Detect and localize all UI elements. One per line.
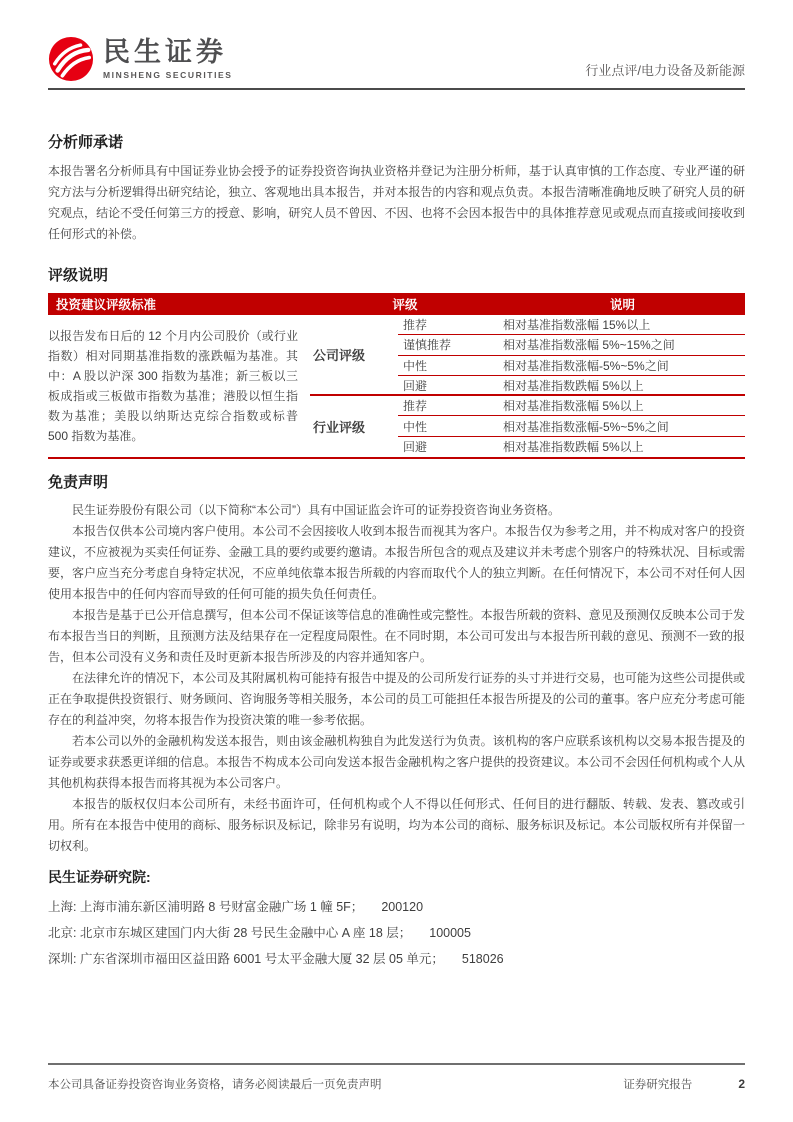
analyst-commitment-title: 分析师承诺	[48, 134, 124, 151]
rating-table	[48, 293, 745, 459]
disclaimer-paragraph: 若本公司以外的金融机构发送本报告，则由该金融机构独自为此发送行为负责。该机构的客户应联系该机构以交易本报告提及的证券或要求获悉更详细的信息。本报告不构成本公司向发送本报告金融机构之客户提供的投资建议。本公司不会因任何机构或个人从其他机构获得本报告而将其视为本公司客户。	[48, 734, 745, 791]
report-category: 行业点评/电力设备及新能源	[585, 63, 745, 78]
office-row-shanghai	[48, 894, 745, 920]
brand-name-cn: 民生证券	[103, 37, 227, 68]
disclaimer-paragraph: 本报告是基于已公开信息撰写，但本公司不保证该等信息的准确性或完整性。本报告所载的资料、意见及预测仅反映本公司于发布本报告当日的判断，且预测方法及结果存在一定程度局限性。在不同时期，本公司可发出与本报告所刊载的意见、预测不一致的报告，但本公司没有义务和责任及时更新本报告所涉及的内容并通知客户。	[48, 608, 745, 665]
rating-desc: 相对基准指数涨幅 5%~15%之间	[500, 335, 745, 355]
rating-label: 推荐	[398, 396, 500, 416]
disclaimer-paragraph: 民生证券股份有限公司（以下简称“本公司”）具有中国证监会许可的证券投资咨询业务资格。	[72, 503, 560, 518]
col-header-rating: 评级	[392, 298, 418, 312]
office-postcode: 200120	[381, 900, 424, 915]
footer-disclaimer-note: 本公司具备证券投资咨询业务资格，请务必阅读最后一页免责声明	[48, 1079, 382, 1091]
brand-text	[103, 38, 233, 79]
rating-table-header	[48, 293, 745, 315]
office-address: 深圳: 广东省深圳市福田区益田路 6001 号太平金融大厦 32 层 05 单元；	[48, 952, 444, 967]
page-header	[48, 0, 745, 90]
rating-label: 推荐	[398, 315, 500, 335]
office-address: 北京: 北京市东城区建国门内大街 28 号民生金融中心 A 座 18 层；	[48, 926, 412, 941]
brand-name-en: MINSHENG SECURITIES	[103, 69, 233, 80]
minsheng-logo-icon	[48, 36, 94, 82]
footer-right-group	[623, 1076, 745, 1092]
office-row-beijing	[48, 920, 745, 946]
disclaimer-paragraph: 在法律允许的情况下，本公司及其附属机构可能持有报告中提及的公司所发行证券的头寸并进行交易，也可能为这些公司提供或正在争取提供投资银行、财务顾问、咨询服务等相关服务，本公司的员工可能担任本报告所提及的公司的董事。客户应充分考虑可能存在的利益冲突，勿将本报告作为投资决策的唯一参考依据。	[48, 671, 745, 728]
group-label-company: 公司评级	[310, 315, 398, 396]
office-address: 上海: 上海市浦东新区浦明路 8 号财富金融广场 1 幢 5F；	[48, 900, 364, 915]
rating-label: 中性	[398, 416, 500, 436]
research-institute-title: 民生证券研究院:	[48, 869, 151, 886]
footer-report-type: 证券研究报告	[623, 1079, 693, 1091]
disclaimer-paragraph: 本报告仅供本公司境内客户使用。本公司不会因接收人收到本报告而视其为客户。本报告仅为参考之用，并不构成对客户的投资建议，不应被视为买卖任何证券、金融工具的要约或要约邀请。本报告所包含的观点及建议并未考虑个别客户的特殊状况、目标或需要，客户应当充分考虑自身特定状况，不应单纯依靠本报告所载的内容而取代个人的独立判断。在任何情况下，本公司不对任何人因使用本报告中的任何内容而导致的任何可能的损失负任何责任。	[48, 524, 745, 602]
office-postcode: 100005	[429, 926, 471, 941]
office-postcode: 518026	[461, 952, 504, 967]
page-footer	[48, 1063, 745, 1092]
disclaimer-paragraph: 本报告的版权仅归本公司所有，未经书面许可，任何机构或个人不得以任何形式、任何目的进行翻版、转载、发表、篡改或引用。所有在本报告中使用的商标、服务标识及标记，除非另有说明，均为本公司的商标、服务标识及标记。本公司版权所有并保留一切权利。	[48, 797, 745, 854]
disclaimer-body	[48, 500, 745, 857]
rating-label: 回避	[403, 440, 428, 455]
rating-label: 回避	[398, 376, 500, 396]
page-number: 2	[738, 1077, 745, 1091]
analyst-commitment-body: 本报告署名分析师具有中国证券业协会授予的证券投资咨询执业资格并登记为注册分析师，基于认真审慎的工作态度、专业严谨的研究方法与分析逻辑得出研究结论，独立、客观地出具本报告，并对本报告的内容和观点负责。本报告清晰准确地反映了研究人员的研究观点，结论不受任何第三方的授意、影响，研究人员不曾因、不因、也将不会因本报告中的具体推荐意见或观点而直接或间接收到任何形式的补偿。	[48, 164, 745, 241]
rating-section-title: 评级说明	[48, 267, 109, 284]
disclaimer-title: 免责声明	[48, 474, 109, 492]
office-row-shenzhen	[48, 946, 745, 972]
rating-criteria-text: 以报告发布日后的 12 个月内公司股价（或行业指数）相对同期基准指数的涨跌幅为基准。其中：A 股以沪深 300 指数为基准；新三板以三板成指或三板做市指数为基准；港股以恒生指数为基准；美股以纳斯达克综合指数或标普 500 指数为基准。	[48, 329, 298, 444]
rating-desc: 相对基准指数涨幅 15%以上	[500, 315, 745, 335]
col-header-criteria: 投资建议评级标准	[56, 298, 157, 312]
group-label-industry: 行业评级	[313, 420, 366, 436]
rating-desc: 相对基准指数涨幅-5%~5%之间	[500, 356, 745, 376]
rating-desc: 相对基准指数涨幅-5%~5%之间	[500, 416, 745, 436]
col-header-description: 说明	[609, 298, 635, 312]
rating-label: 中性	[398, 356, 500, 376]
office-list	[48, 894, 745, 972]
minsheng-logo	[48, 36, 233, 82]
rating-desc: 相对基准指数跌幅 5%以上	[503, 440, 644, 455]
rating-desc: 相对基准指数跌幅 5%以上	[500, 376, 745, 396]
rating-desc: 相对基准指数涨幅 5%以上	[500, 396, 745, 416]
rating-label: 谨慎推荐	[398, 335, 500, 355]
rating-table-body	[48, 315, 745, 459]
